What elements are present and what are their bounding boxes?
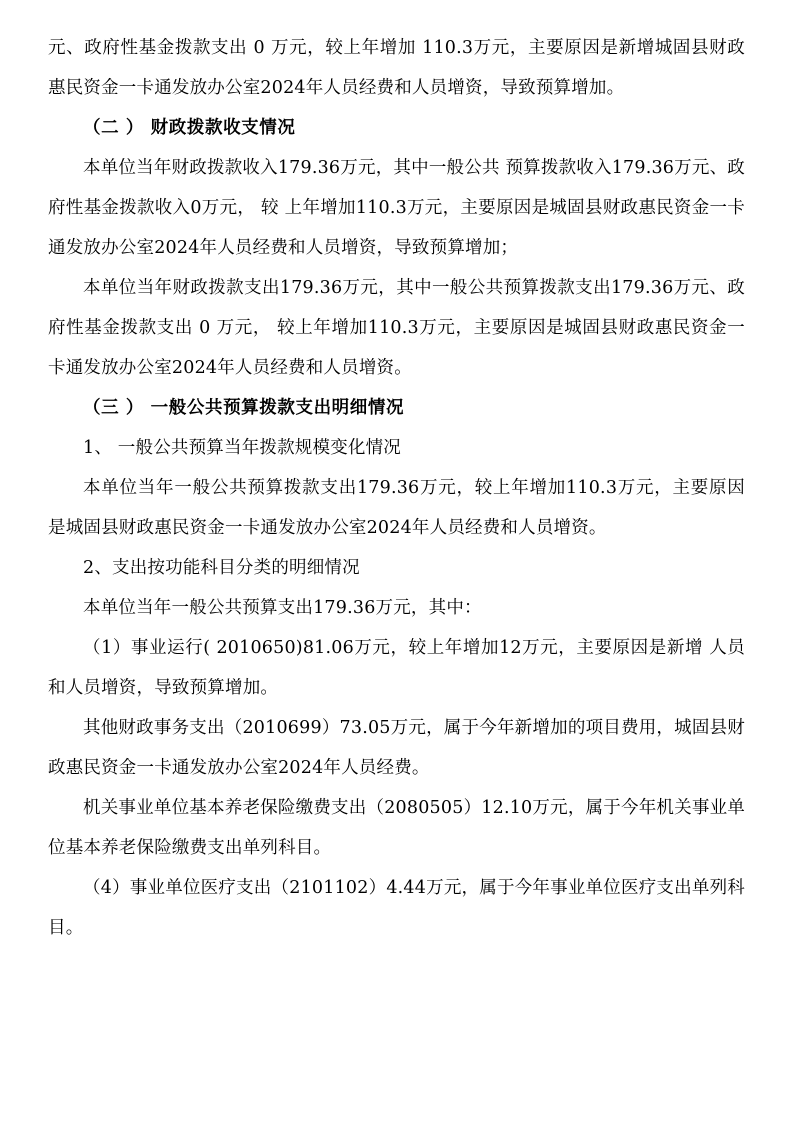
- paragraph-item-medical-expenditure: （4）事业单位医疗支出（2101102）4.44万元，属于今年事业单位医疗支出单列科目。: [48, 878, 745, 938]
- section-heading-general-public-budget-detail: （三 ） 一般公共预算拨款支出明细情况: [83, 398, 405, 418]
- paragraph-allocation-revenue: 本单位当年财政拨款收入179.36万元，其中一般公共 预算拨款收入179.36万元、政府性基金拨款收入0万元， 较 上年增加110.3万元，主要原因是城固县财政惠民资金一卡通发放办公室2024年人员经费和人员增资，导致预算增加；: [48, 158, 745, 258]
- paragraph-item-pension-insurance: 机关事业单位基本养老保险缴费支出（2080505）12.10万元，属于今年机关事业单位基本养老保险缴费支出单列科目。: [48, 798, 745, 858]
- paragraph-continued-carryover: 元、政府性基金拨款支出 0 万元，较上年增加 110.3万元，主要原因是新增城固县财政惠民资金一卡通发放办公室2024年人员经费和人员增资，导致预算增加。: [48, 38, 745, 98]
- section-heading-financial-allocation-revenue-expenditure: （二 ） 财政拨款收支情况: [83, 118, 296, 138]
- paragraph-item-business-operation: （1）事业运行( 2010650)81.06万元，较上年增加12万元，主要原因是新增 人员和人员增资，导致预算增加。: [48, 638, 745, 698]
- paragraph-expenditure-total: 本单位当年一般公共预算支出179.36万元，其中：: [83, 598, 482, 618]
- paragraph-allocation-expenditure: 本单位当年财政拨款支出179.36万元，其中一般公共预算拨款支出179.36万元、政府性基金拨款支出 0 万元， 较上年增加110.3万元，主要原因是城固县财政惠民资金一卡通发放办公室2024年人员经费和人员增资。: [48, 278, 745, 378]
- subheading-budget-scale-change: 1、 一般公共预算当年拨款规模变化情况: [83, 438, 401, 458]
- document-body: [48, 28, 745, 948]
- paragraph-budget-scale-change: 本单位当年一般公共预算拨款支出179.36万元，较上年增加110.3万元，主要原因是城固县财政惠民资金一卡通发放办公室2024年人员经费和人员增资。: [48, 478, 745, 538]
- paragraph-item-other-financial-affairs: 其他财政事务支出（2010699）73.05万元，属于今年新增加的项目费用，城固县财政惠民资金一卡通发放办公室2024年人员经费。: [48, 718, 745, 778]
- subheading-expenditure-by-function: 2、支出按功能科目分类的明细情况: [83, 558, 360, 578]
